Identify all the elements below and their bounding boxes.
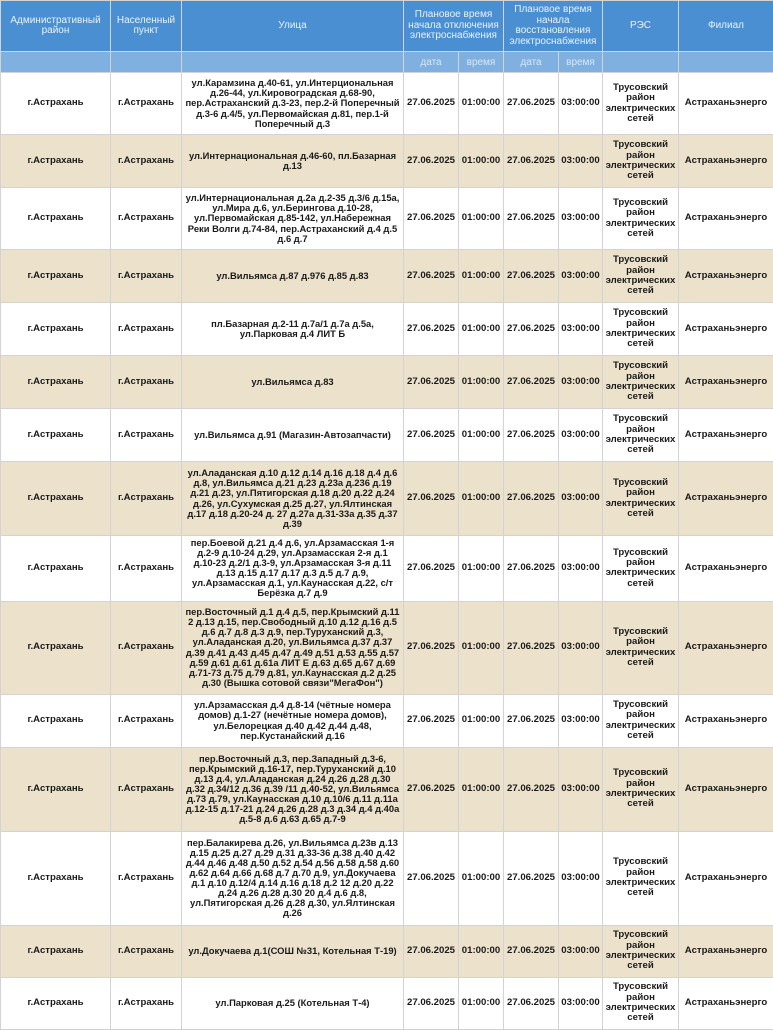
street-cell: пер.Восточный д.1 д.4 д.5, пер.Крымский д.11 2 д.13 д.15, пер.Свободный д.10 д.12 д.16 д.5 д.6 д.7 д.8 д.3 д.9, пер.Туруханский д.3, ул.Аладанская д.20, ул.Вильямса д.37 д.37 д.39 д.41 д.43 д.45 д.47 д.49 д.51 д.53 д.55 д.57 д.59 д.61 д.61 д.61а ЛИТ Е д.63 д.65 д.67 д.69 д.71-73 д.75 д.79 д.81, ул.Каунасская д.2 д.25 д.30 (Вышка сотовой связи"МегаФон")	[182, 601, 404, 694]
district-cell: г.Астрахань	[1, 747, 111, 831]
on-date-cell: 27.06.2025	[504, 977, 559, 1029]
off-time-cell: 01:00:00	[459, 536, 504, 602]
off-time-cell: 01:00:00	[459, 73, 504, 135]
off-date-cell: 27.06.2025	[404, 925, 459, 977]
branch-cell: Астраханьэнерго	[679, 409, 773, 462]
branch-cell: Астраханьэнерго	[679, 601, 773, 694]
settlement-cell: г.Астрахань	[111, 250, 182, 303]
settlement-cell: г.Астрахань	[111, 73, 182, 135]
sub-empty	[111, 52, 182, 73]
col-settlement: Населенный пункт	[111, 1, 182, 52]
district-cell: г.Астрахань	[1, 925, 111, 977]
settlement-cell: г.Астрахань	[111, 694, 182, 747]
table-row	[1, 462, 773, 536]
branch-cell: Астраханьэнерго	[679, 250, 773, 303]
on-date-cell: 27.06.2025	[504, 250, 559, 303]
district-cell: г.Астрахань	[1, 977, 111, 1029]
table-row	[1, 601, 773, 694]
header-row	[1, 1, 773, 52]
sub-empty	[603, 52, 679, 73]
district-cell: г.Астрахань	[1, 356, 111, 409]
settlement-cell: г.Астрахань	[111, 831, 182, 925]
street-cell: ул.Арзамасская д.4 д.8-14 (чётные номера домов) д.1-27 (нечётные номера домов), ул.Белорецкая д.40 д.42 д.44 д.48, пер.Кустанайский д.16	[182, 694, 404, 747]
sub-empty	[182, 52, 404, 73]
district-cell: г.Астрахань	[1, 601, 111, 694]
branch-cell: Астраханьэнерго	[679, 188, 773, 250]
on-date-cell: 27.06.2025	[504, 188, 559, 250]
table-row	[1, 250, 773, 303]
street-cell: ул.Аладанская д.10 д.12 д.14 д.16 д.18 д.4 д.6 д.8, ул.Вильямса д.21 д.23 д.23а д.236 д.19 д.21 д.23, ул.Пятигорская д.18 д.20 д.22 д.24 д.26, ул.Сухумская д.25 д.27, ул.Ялтинская д.17 д.18 д.20-24 д. 27 д.27а д.31-33а д.35 д.37 д.39	[182, 462, 404, 536]
on-time-cell: 03:00:00	[559, 747, 603, 831]
table-row	[1, 831, 773, 925]
branch-cell: Астраханьэнерго	[679, 536, 773, 602]
on-date-cell: 27.06.2025	[504, 135, 559, 188]
street-cell: ул.Докучаева д.1(СОШ №31, Котельная Т-19)	[182, 925, 404, 977]
district-cell: г.Астрахань	[1, 462, 111, 536]
on-time-cell: 03:00:00	[559, 925, 603, 977]
off-time-cell: 01:00:00	[459, 925, 504, 977]
col-res: РЭС	[603, 1, 679, 52]
off-time-cell: 01:00:00	[459, 409, 504, 462]
on-date-cell: 27.06.2025	[504, 73, 559, 135]
district-cell: г.Астрахань	[1, 303, 111, 356]
res-cell: Трусовский район электрических сетей	[603, 694, 679, 747]
street-cell: пер.Боевой д.21 д.4 д.6, ул.Арзамасская 1-я д.2-9 д.10-24 д.29, ул.Арзамасская 2-я д.1 д.10-23 д.2/1 д.3-9, ул.Арзамасская 3-я д.11 д.13 д.15 д.17 д.17 д.3 д.5 д.7 д.9, ул.Арзамасская д.1, ул.Каунасская д.22, с/т Берёзка д.7 д.9	[182, 536, 404, 602]
res-cell: Трусовский район электрических сетей	[603, 250, 679, 303]
off-date-cell: 27.06.2025	[404, 536, 459, 602]
district-cell: г.Астрахань	[1, 536, 111, 602]
sub-on-time: время	[559, 52, 603, 73]
street-cell: ул.Интернациональная д.2а д.2-35 д.3/6 д.15а, ул.Мира д.6, ул.Берингова д.10-28, ул.Первомайская д.85-142, ул.Набережная Реки Волги д.74-84, пер.Астраханский д.4 д.5 д.6 д.7	[182, 188, 404, 250]
res-cell: Трусовский район электрических сетей	[603, 188, 679, 250]
branch-cell: Астраханьэнерго	[679, 925, 773, 977]
col-street: Улица	[182, 1, 404, 52]
street-cell: ул.Вильямса д.83	[182, 356, 404, 409]
off-date-cell: 27.06.2025	[404, 303, 459, 356]
street-cell: пл.Базарная д.2-11 д.7а/1 д.7а д.5а, ул.Парковая д.4 ЛИТ Б	[182, 303, 404, 356]
district-cell: г.Астрахань	[1, 831, 111, 925]
settlement-cell: г.Астрахань	[111, 601, 182, 694]
off-date-cell: 27.06.2025	[404, 462, 459, 536]
on-time-cell: 03:00:00	[559, 694, 603, 747]
settlement-cell: г.Астрахань	[111, 356, 182, 409]
off-time-cell: 01:00:00	[459, 462, 504, 536]
sub-on-date: дата	[504, 52, 559, 73]
branch-cell: Астраханьэнерго	[679, 831, 773, 925]
on-date-cell: 27.06.2025	[504, 831, 559, 925]
off-time-cell: 01:00:00	[459, 356, 504, 409]
on-time-cell: 03:00:00	[559, 409, 603, 462]
branch-cell: Астраханьэнерго	[679, 462, 773, 536]
street-cell: ул.Интернациональная д.46-60, пл.Базарная д.13	[182, 135, 404, 188]
sub-off-time: время	[459, 52, 504, 73]
table-row	[1, 356, 773, 409]
district-cell: г.Астрахань	[1, 135, 111, 188]
off-time-cell: 01:00:00	[459, 601, 504, 694]
street-cell: пер.Восточный д.3, пер.Западный д.3-6, пер.Крымский д.16-17, пер.Туруханский д.10 д.13 д.4, ул.Аладанская д.24 д.26 д.28 д.30 д.32 д.34/12 д.36 д.39 /11 д.40-52, ул.Вильямса д.73 д.79, ул.Каунасская д.10 д.10/6 д.11 д.11а д.12-15 д.17-21 д.24 д.26 д.28 д.3 д.34 д.4 д.40а д.5-8 д.6 д.63 д.65 д.7-9	[182, 747, 404, 831]
settlement-cell: г.Астрахань	[111, 409, 182, 462]
on-date-cell: 27.06.2025	[504, 462, 559, 536]
on-date-cell: 27.06.2025	[504, 303, 559, 356]
district-cell: г.Астрахань	[1, 73, 111, 135]
on-time-cell: 03:00:00	[559, 536, 603, 602]
res-cell: Трусовский район электрических сетей	[603, 925, 679, 977]
off-time-cell: 01:00:00	[459, 250, 504, 303]
off-time-cell: 01:00:00	[459, 694, 504, 747]
on-date-cell: 27.06.2025	[504, 536, 559, 602]
table-row	[1, 925, 773, 977]
on-date-cell: 27.06.2025	[504, 747, 559, 831]
on-time-cell: 03:00:00	[559, 73, 603, 135]
off-date-cell: 27.06.2025	[404, 747, 459, 831]
res-cell: Трусовский район электрических сетей	[603, 536, 679, 602]
on-time-cell: 03:00:00	[559, 303, 603, 356]
table-row	[1, 73, 773, 135]
table-row	[1, 188, 773, 250]
table-row	[1, 135, 773, 188]
table-row	[1, 536, 773, 602]
settlement-cell: г.Астрахань	[111, 536, 182, 602]
res-cell: Трусовский район электрических сетей	[603, 977, 679, 1029]
on-time-cell: 03:00:00	[559, 250, 603, 303]
on-time-cell: 03:00:00	[559, 356, 603, 409]
sub-off-date: дата	[404, 52, 459, 73]
on-date-cell: 27.06.2025	[504, 409, 559, 462]
off-date-cell: 27.06.2025	[404, 188, 459, 250]
on-date-cell: 27.06.2025	[504, 694, 559, 747]
off-date-cell: 27.06.2025	[404, 135, 459, 188]
on-time-cell: 03:00:00	[559, 135, 603, 188]
settlement-cell: г.Астрахань	[111, 462, 182, 536]
subheader-row	[1, 52, 773, 73]
branch-cell: Астраханьэнерго	[679, 747, 773, 831]
settlement-cell: г.Астрахань	[111, 925, 182, 977]
sub-empty	[1, 52, 111, 73]
settlement-cell: г.Астрахань	[111, 747, 182, 831]
district-cell: г.Астрахань	[1, 694, 111, 747]
street-cell: ул.Парковая д.25 (Котельная Т-4)	[182, 977, 404, 1029]
settlement-cell: г.Астрахань	[111, 188, 182, 250]
res-cell: Трусовский район электрических сетей	[603, 601, 679, 694]
on-date-cell: 27.06.2025	[504, 601, 559, 694]
street-cell: ул.Карамзина д.40-61, ул.Интерциональная д.26-44, ул.Кировоградская д.68-90, пер.Астраханский д.3-23, пер.2-й Поперечный д.3-6 д.4/5, ул.Первомайская д.81, пер.1-й Поперечный д.3	[182, 73, 404, 135]
branch-cell: Астраханьэнерго	[679, 694, 773, 747]
sub-empty	[679, 52, 773, 73]
branch-cell: Астраханьэнерго	[679, 977, 773, 1029]
res-cell: Трусовский район электрических сетей	[603, 747, 679, 831]
off-time-cell: 01:00:00	[459, 135, 504, 188]
on-date-cell: 27.06.2025	[504, 356, 559, 409]
table-row	[1, 303, 773, 356]
off-time-cell: 01:00:00	[459, 831, 504, 925]
branch-cell: Астраханьэнерго	[679, 73, 773, 135]
col-admin-district: Административный район	[1, 1, 111, 52]
on-time-cell: 03:00:00	[559, 188, 603, 250]
col-off-time: Плановое время начала отключения электроснабжения	[404, 1, 504, 52]
district-cell: г.Астрахань	[1, 250, 111, 303]
off-date-cell: 27.06.2025	[404, 694, 459, 747]
off-date-cell: 27.06.2025	[404, 409, 459, 462]
street-cell: ул.Вильямса д.87 д.976 д.85 д.83	[182, 250, 404, 303]
off-date-cell: 27.06.2025	[404, 356, 459, 409]
off-time-cell: 01:00:00	[459, 977, 504, 1029]
res-cell: Трусовский район электрических сетей	[603, 356, 679, 409]
res-cell: Трусовский район электрических сетей	[603, 73, 679, 135]
district-cell: г.Астрахань	[1, 409, 111, 462]
branch-cell: Астраханьэнерго	[679, 356, 773, 409]
res-cell: Трусовский район электрических сетей	[603, 135, 679, 188]
off-time-cell: 01:00:00	[459, 188, 504, 250]
on-date-cell: 27.06.2025	[504, 925, 559, 977]
res-cell: Трусовский район электрических сетей	[603, 462, 679, 536]
settlement-cell: г.Астрахань	[111, 977, 182, 1029]
table-row	[1, 747, 773, 831]
res-cell: Трусовский район электрических сетей	[603, 831, 679, 925]
on-time-cell: 03:00:00	[559, 601, 603, 694]
district-cell: г.Астрахань	[1, 188, 111, 250]
street-cell: ул.Вильямса д.91 (Магазин-Автозапчасти)	[182, 409, 404, 462]
col-restore-time: Плановое время начала восстановления электроснабжения	[504, 1, 603, 52]
off-date-cell: 27.06.2025	[404, 831, 459, 925]
settlement-cell: г.Астрахань	[111, 135, 182, 188]
branch-cell: Астраханьэнерго	[679, 135, 773, 188]
street-cell: пер.Балакирева д.26, ул.Вильямса д.23в д.13 д.15 д.25 д.27 д.29 д.31 д.33-36 д.38 д.40 д.42 д.44 д.46 д.48 д.50 д.52 д.54 д.56 д.58 д.58 д.60 д.62 д.64 д.66 д.68 д.7 д.70 д.9, ул.Докучаева д.1 д.10 д.12/4 д.14 д.16 д.18 д.2 12 д.20 д.22 д.24 д.26 д.28 д.30 20 д.4 д.6 д.8, ул.Пятигорская д.26 д.28 д.30, ул.Ялтинская д.26	[182, 831, 404, 925]
res-cell: Трусовский район электрических сетей	[603, 409, 679, 462]
table-row	[1, 977, 773, 1029]
off-date-cell: 27.06.2025	[404, 250, 459, 303]
on-time-cell: 03:00:00	[559, 831, 603, 925]
off-time-cell: 01:00:00	[459, 747, 504, 831]
table-row	[1, 694, 773, 747]
branch-cell: Астраханьэнерго	[679, 303, 773, 356]
off-time-cell: 01:00:00	[459, 303, 504, 356]
off-date-cell: 27.06.2025	[404, 601, 459, 694]
table-row	[1, 409, 773, 462]
res-cell: Трусовский район электрических сетей	[603, 303, 679, 356]
col-branch: Филиал	[679, 1, 773, 52]
on-time-cell: 03:00:00	[559, 977, 603, 1029]
settlement-cell: г.Астрахань	[111, 303, 182, 356]
off-date-cell: 27.06.2025	[404, 73, 459, 135]
off-date-cell: 27.06.2025	[404, 977, 459, 1029]
on-time-cell: 03:00:00	[559, 462, 603, 536]
